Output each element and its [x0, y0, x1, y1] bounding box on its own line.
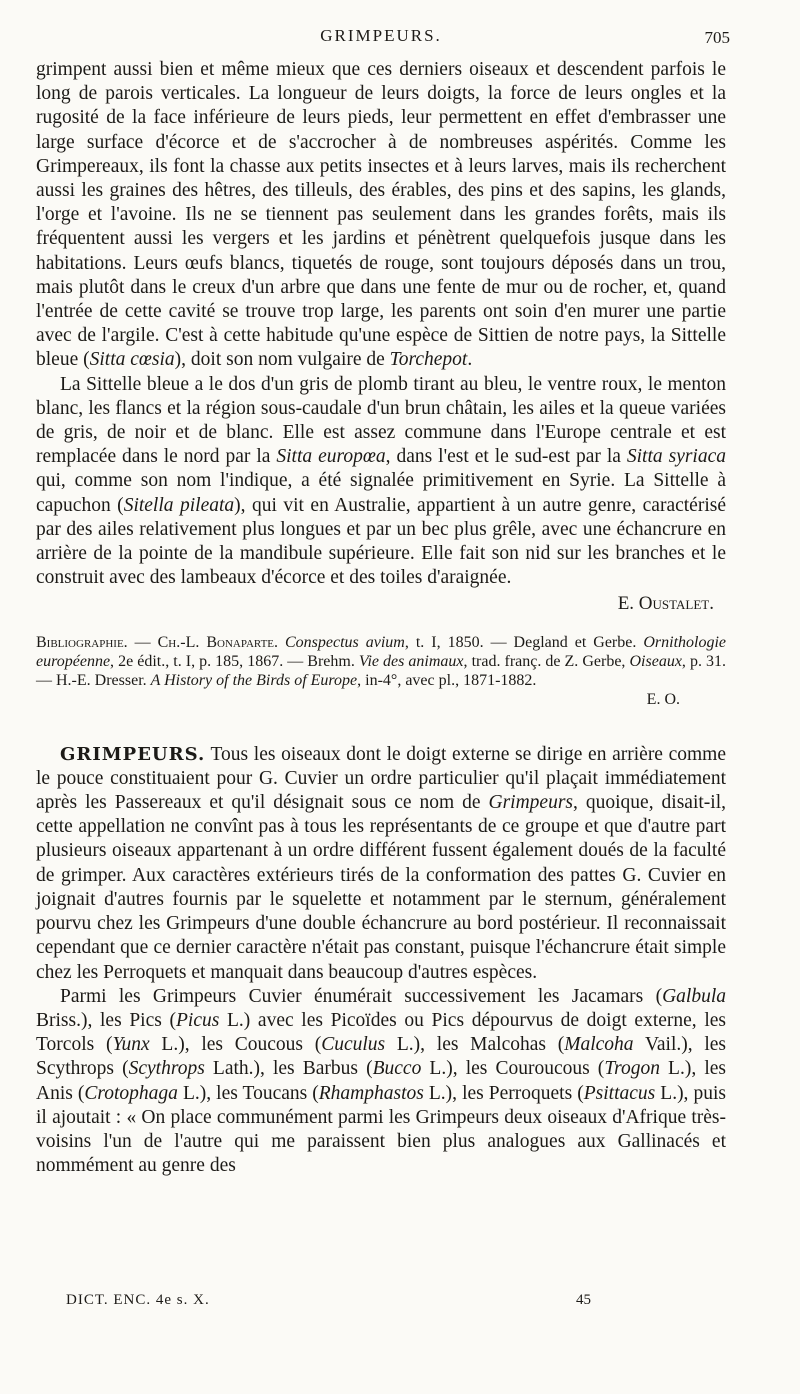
running-title: GRIMPEURS. [320, 26, 442, 45]
paragraph-grimpeurs-definition: GRIMPEURS. Tous les oiseaux dont le doigt externe se dirige en arrière comme le pouce constituaient pour G. Cuvier un ordre particulier qu'il plaçait immédiatement après les Passereaux et qu'il désignait sous ce nom de Grimpeurs, quoique, disait-il, cette appellation ne convînt pas à tous les représentants de ce groupe et que d'autre part plusieurs oiseaux appartenant à un ordre différent fussent également doués de la faculté de grimper. Aux caractères extérieurs tirés de la conformation des pattes G. Cuvier en joignait d'autres fournis par le squelette et notamment par le sternum, généralement pourvu chez les Grimpeurs d'une double échancrure au bord postérieur. Il reconnaissait cependant que ce dernier caractère n'était pas constant, puisque l'échancrure était simple chez les Perroquets et manquait dans beaucoup d'autres espèces. [36, 743, 726, 983]
signature-mark: DICT. ENC. 4e s. X. [66, 1292, 210, 1308]
author-signature: E. Oustalet. [617, 593, 714, 615]
bibliography-text: Bibliographie. — Ch.-L. Bonaparte. Conspectus avium, t. I, 1850. — Degland et Gerbe. Ornithologie européenne, 2e édit., t. I, p. 185, 1867. — Brehm. Vie des animaux, trad. franç. de Z. Gerbe, Oiseaux, p. 31. — H.-E. Dresser. A History of the Birds of Europe, in-4°, avec pl., 1871-1882. E. O. [36, 633, 727, 708]
paragraph-grimpeurs-list: Parmi les Grimpeurs Cuvier énumérait successivement les Jacamars (Galbula Briss.), les Pics (Picus L.) avec les Picoïdes ou Pics dépourvus de doigt externe, les Torcols (Yunx L.), les Coucous (Cuculus L.), les Malcohas (Malcoha Vail.), les Scythrops (Scythrops Lath.), les Barbus (Bucco L.), les Couroucous (Trogon L.), les Anis (Crotophaga L.), les Toucans (Rhamphastos L.), les Perroquets (Psittacus L.), puis il ajoutait : « On place communément parmi les Grimpeurs deux oiseaux d'Afrique très-voisins l'un de l'autre qui me paraissent bien plus analogues aux Gallinacés et nommément au genre des [36, 985, 727, 1177]
paragraph-sittelle-description: La Sittelle bleue a le dos d'un gris de plomb tirant au bleu, le ventre roux, le menton blanc, les flancs et la région sous-caudale d'un brun châtain, les ailes et la queue variées de gris, de noir et de blanc. Elle est assez commune dans l'Europe centrale et est remplacée dans le nord par la Sitta europœa, dans l'est et le sud-est par la Sitta syriaca qui, comme son nom l'indique, a été signalée primitivement en Syrie. La Sittelle à capuchon (Sitella pileata), qui vit en Australie, appartient à un autre genre, caractérisé par des ailes relativement plus longues et par un bec plus grêle, avec une échancrure en arrière de la pointe de la mandibule supérieure. Elle fait son nid sur les branches et le construit avec des lambeaux d'écorce et des toiles d'araignée. [36, 373, 727, 589]
sheet-number: 45 [576, 1292, 591, 1308]
page-header [36, 26, 730, 58]
article-sittelle [36, 58, 726, 617]
entry-heading: GRIMPEURS. [60, 743, 206, 765]
bibliography [36, 633, 726, 709]
page [36, 26, 730, 1178]
page-number: 705 [704, 28, 730, 47]
article-grimpeurs [36, 743, 726, 1179]
page-footer [66, 1292, 666, 1314]
paragraph-sittelle-habits: grimpent aussi bien et même mieux que ces derniers oiseaux et descendent parfois le long de parois verticales. La longueur de leurs doigts, la force de leurs ongles et la rugosité de la face inférieure de leurs pieds, leur permettent en effet d'embrasser une large surface d'écorce et de s'accrocher à de nombreuses aspérités. Comme les Grimpereaux, ils font la chasse aux petits insectes et à leurs larves, mais ils recherchent aussi les graines des hêtres, des tilleuls, des érables, des pins et des sapins, les glands, l'orge et l'avoine. Ils ne se tiennent pas seulement dans les grandes forêts, mais ils fréquentent aussi les vergers et les jardins et pénètrent quelquefois jusque dans les habitations. Leurs œufs blancs, tiquetés de rouge, sont toujours déposés dans un trou, mais plutôt dans le creux d'un arbre que dans une fente de mur ou de rocher, et, quand l'entrée de cette cavité se trouve trop large, les parents ont soin d'en murer une partie avec de l'argile. C'est à cette habitude qu'une espèce de Sittien de notre pays, la Sittelle bleue (Sitta cœsia), doit son nom vulgaire de Torchepot. [36, 59, 726, 371]
bibliography-initials: E. O. [646, 690, 680, 708]
